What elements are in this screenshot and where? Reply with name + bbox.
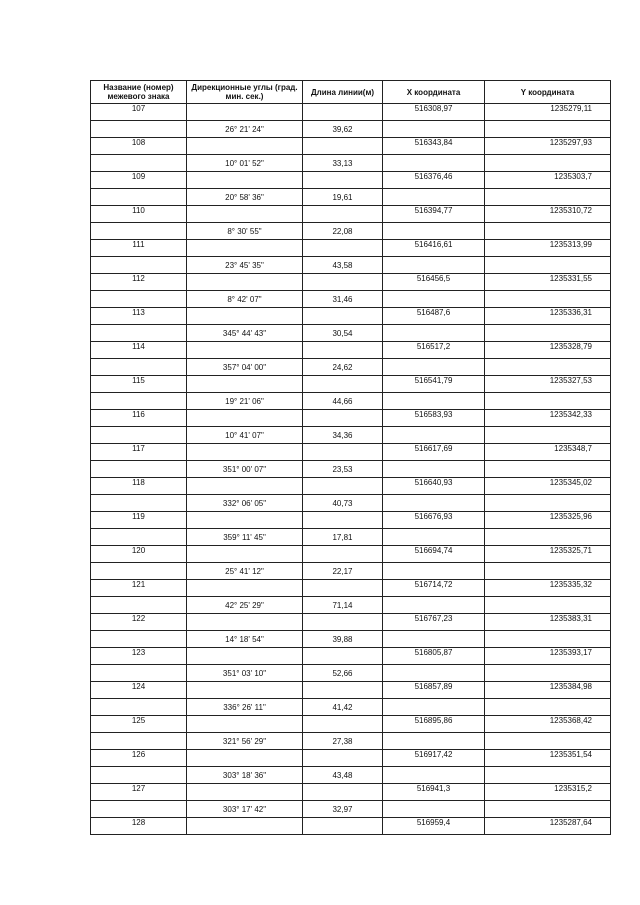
- direction-angle-cell: [187, 342, 303, 359]
- y-coordinate-cell: 1235328,79: [485, 342, 611, 359]
- y-coordinate-cell: 1235342,33: [485, 410, 611, 427]
- direction-angle-cell: 42° 25' 29": [187, 597, 303, 614]
- marker-name-cell: [91, 393, 187, 410]
- marker-name-cell: [91, 767, 187, 784]
- y-coordinate-cell: 1235279,11: [485, 104, 611, 121]
- line-length-cell: 31,46: [303, 291, 383, 308]
- table-row-point: [91, 648, 611, 665]
- marker-name-cell: [91, 325, 187, 342]
- marker-name-cell: [91, 665, 187, 682]
- table-row-segment: [91, 597, 611, 614]
- x-coordinate-cell: [383, 801, 485, 818]
- line-length-cell: 32,97: [303, 801, 383, 818]
- x-coordinate-cell: [383, 121, 485, 138]
- table-row-point: [91, 580, 611, 597]
- direction-angle-cell: [187, 308, 303, 325]
- line-length-cell: [303, 818, 383, 835]
- table-row-point: [91, 104, 611, 121]
- direction-angle-cell: [187, 410, 303, 427]
- direction-angle-cell: 25° 41' 12": [187, 563, 303, 580]
- marker-name-cell: 120: [91, 546, 187, 563]
- direction-angle-cell: [187, 750, 303, 767]
- marker-name-cell: 117: [91, 444, 187, 461]
- marker-name-cell: [91, 699, 187, 716]
- y-coordinate-cell: 1235336,31: [485, 308, 611, 325]
- line-length-cell: [303, 206, 383, 223]
- table-row-point: [91, 546, 611, 563]
- line-length-cell: [303, 444, 383, 461]
- marker-name-cell: [91, 291, 187, 308]
- x-coordinate-cell: [383, 767, 485, 784]
- header-line-length: Длина линии(м): [303, 81, 383, 104]
- direction-angle-cell: 321° 56' 29": [187, 733, 303, 750]
- header-marker-name: Название (номер) межевого знака: [91, 81, 187, 104]
- header-y-coordinate: Y координата: [485, 81, 611, 104]
- x-coordinate-cell: 516416,61: [383, 240, 485, 257]
- table-row-segment: [91, 665, 611, 682]
- marker-name-cell: 113: [91, 308, 187, 325]
- marker-name-cell: 107: [91, 104, 187, 121]
- y-coordinate-cell: 1235383,31: [485, 614, 611, 631]
- x-coordinate-cell: 516676,93: [383, 512, 485, 529]
- line-length-cell: [303, 682, 383, 699]
- direction-angle-cell: 20° 58' 36": [187, 189, 303, 206]
- direction-angle-cell: [187, 138, 303, 155]
- x-coordinate-cell: 516640,93: [383, 478, 485, 495]
- line-length-cell: [303, 512, 383, 529]
- direction-angle-cell: [187, 784, 303, 801]
- y-coordinate-cell: [485, 189, 611, 206]
- table-row-point: [91, 512, 611, 529]
- marker-name-cell: 110: [91, 206, 187, 223]
- table-row-segment: [91, 461, 611, 478]
- header-direction-angle: Дирекционные углы (град. мин. сек.): [187, 81, 303, 104]
- x-coordinate-cell: 516487,6: [383, 308, 485, 325]
- marker-name-cell: [91, 801, 187, 818]
- x-coordinate-cell: [383, 665, 485, 682]
- line-length-cell: 30,54: [303, 325, 383, 342]
- table-row-segment: [91, 529, 611, 546]
- line-length-cell: 52,66: [303, 665, 383, 682]
- x-coordinate-cell: [383, 461, 485, 478]
- y-coordinate-cell: 1235384,98: [485, 682, 611, 699]
- direction-angle-cell: 23° 45' 35": [187, 257, 303, 274]
- line-length-cell: 33,13: [303, 155, 383, 172]
- line-length-cell: 17,81: [303, 529, 383, 546]
- x-coordinate-cell: [383, 291, 485, 308]
- x-coordinate-cell: [383, 325, 485, 342]
- table-row-point: [91, 614, 611, 631]
- header-x-coordinate: X координата: [383, 81, 485, 104]
- y-coordinate-cell: 1235393,17: [485, 648, 611, 665]
- x-coordinate-cell: 516541,79: [383, 376, 485, 393]
- table-row-segment: [91, 223, 611, 240]
- y-coordinate-cell: [485, 631, 611, 648]
- y-coordinate-cell: [485, 733, 611, 750]
- direction-angle-cell: [187, 172, 303, 189]
- marker-name-cell: [91, 155, 187, 172]
- line-length-cell: 71,14: [303, 597, 383, 614]
- marker-name-cell: 121: [91, 580, 187, 597]
- direction-angle-cell: 8° 42' 07": [187, 291, 303, 308]
- x-coordinate-cell: 516376,46: [383, 172, 485, 189]
- marker-name-cell: 124: [91, 682, 187, 699]
- direction-angle-cell: [187, 240, 303, 257]
- marker-name-cell: [91, 495, 187, 512]
- marker-name-cell: 125: [91, 716, 187, 733]
- y-coordinate-cell: 1235345,02: [485, 478, 611, 495]
- table-row-segment: [91, 291, 611, 308]
- marker-name-cell: [91, 597, 187, 614]
- line-length-cell: 22,08: [303, 223, 383, 240]
- direction-angle-cell: 351° 03' 10": [187, 665, 303, 682]
- x-coordinate-cell: [383, 393, 485, 410]
- marker-name-cell: [91, 427, 187, 444]
- line-length-cell: [303, 104, 383, 121]
- y-coordinate-cell: [485, 427, 611, 444]
- line-length-cell: 39,62: [303, 121, 383, 138]
- y-coordinate-cell: [485, 359, 611, 376]
- line-length-cell: 40,73: [303, 495, 383, 512]
- table-row-point: [91, 172, 611, 189]
- table-row-segment: [91, 495, 611, 512]
- y-coordinate-cell: 1235315,2: [485, 784, 611, 801]
- line-length-cell: [303, 478, 383, 495]
- table-row-point: [91, 750, 611, 767]
- table-row-segment: [91, 733, 611, 750]
- y-coordinate-cell: [485, 461, 611, 478]
- y-coordinate-cell: 1235327,53: [485, 376, 611, 393]
- x-coordinate-cell: 516694,74: [383, 546, 485, 563]
- marker-name-cell: 119: [91, 512, 187, 529]
- x-coordinate-cell: [383, 563, 485, 580]
- table-row-segment: [91, 393, 611, 410]
- direction-angle-cell: [187, 104, 303, 121]
- direction-angle-cell: 336° 26' 11": [187, 699, 303, 716]
- marker-name-cell: 112: [91, 274, 187, 291]
- y-coordinate-cell: [485, 223, 611, 240]
- x-coordinate-cell: [383, 529, 485, 546]
- y-coordinate-cell: 1235335,32: [485, 580, 611, 597]
- line-length-cell: [303, 342, 383, 359]
- line-length-cell: [303, 546, 383, 563]
- table-row-segment: [91, 189, 611, 206]
- direction-angle-cell: 8° 30' 55": [187, 223, 303, 240]
- y-coordinate-cell: [485, 699, 611, 716]
- line-length-cell: [303, 614, 383, 631]
- direction-angle-cell: 351° 00' 07": [187, 461, 303, 478]
- table-row-point: [91, 478, 611, 495]
- x-coordinate-cell: 516767,23: [383, 614, 485, 631]
- marker-name-cell: 108: [91, 138, 187, 155]
- y-coordinate-cell: 1235310,72: [485, 206, 611, 223]
- line-length-cell: [303, 716, 383, 733]
- x-coordinate-cell: 516917,42: [383, 750, 485, 767]
- direction-angle-cell: [187, 376, 303, 393]
- direction-angle-cell: [187, 444, 303, 461]
- y-coordinate-cell: 1235331,55: [485, 274, 611, 291]
- marker-name-cell: [91, 563, 187, 580]
- table-row-point: [91, 308, 611, 325]
- y-coordinate-cell: [485, 597, 611, 614]
- marker-name-cell: 127: [91, 784, 187, 801]
- line-length-cell: [303, 308, 383, 325]
- direction-angle-cell: 357° 04' 00": [187, 359, 303, 376]
- direction-angle-cell: [187, 682, 303, 699]
- boundary-coordinates-table: [90, 80, 611, 835]
- table-row-point: [91, 682, 611, 699]
- table-row-point: [91, 784, 611, 801]
- line-length-cell: [303, 172, 383, 189]
- direction-angle-cell: [187, 546, 303, 563]
- line-length-cell: 43,48: [303, 767, 383, 784]
- direction-angle-cell: [187, 274, 303, 291]
- marker-name-cell: 114: [91, 342, 187, 359]
- y-coordinate-cell: [485, 563, 611, 580]
- direction-angle-cell: [187, 580, 303, 597]
- x-coordinate-cell: [383, 223, 485, 240]
- y-coordinate-cell: [485, 325, 611, 342]
- direction-angle-cell: 345° 44' 43": [187, 325, 303, 342]
- marker-name-cell: 126: [91, 750, 187, 767]
- line-length-cell: 19,61: [303, 189, 383, 206]
- direction-angle-cell: 10° 01' 52": [187, 155, 303, 172]
- y-coordinate-cell: [485, 121, 611, 138]
- direction-angle-cell: [187, 478, 303, 495]
- direction-angle-cell: [187, 648, 303, 665]
- y-coordinate-cell: [485, 801, 611, 818]
- line-length-cell: 27,38: [303, 733, 383, 750]
- y-coordinate-cell: 1235348,7: [485, 444, 611, 461]
- y-coordinate-cell: 1235325,96: [485, 512, 611, 529]
- table-body: [91, 104, 611, 835]
- y-coordinate-cell: 1235313,99: [485, 240, 611, 257]
- line-length-cell: [303, 580, 383, 597]
- direction-angle-cell: 26° 21' 24": [187, 121, 303, 138]
- table-row-segment: [91, 325, 611, 342]
- line-length-cell: [303, 410, 383, 427]
- header-row: [91, 81, 611, 104]
- x-coordinate-cell: 516714,72: [383, 580, 485, 597]
- marker-name-cell: [91, 631, 187, 648]
- line-length-cell: [303, 138, 383, 155]
- line-length-cell: 24,62: [303, 359, 383, 376]
- marker-name-cell: 109: [91, 172, 187, 189]
- x-coordinate-cell: 516343,84: [383, 138, 485, 155]
- y-coordinate-cell: [485, 393, 611, 410]
- table-row-segment: [91, 257, 611, 274]
- table-row-point: [91, 716, 611, 733]
- table-row-point: [91, 444, 611, 461]
- x-coordinate-cell: 516959,4: [383, 818, 485, 835]
- marker-name-cell: 111: [91, 240, 187, 257]
- line-length-cell: [303, 240, 383, 257]
- line-length-cell: [303, 274, 383, 291]
- x-coordinate-cell: [383, 189, 485, 206]
- x-coordinate-cell: 516895,86: [383, 716, 485, 733]
- direction-angle-cell: 14° 18' 54": [187, 631, 303, 648]
- marker-name-cell: [91, 733, 187, 750]
- y-coordinate-cell: [485, 495, 611, 512]
- line-length-cell: [303, 648, 383, 665]
- x-coordinate-cell: 516456,5: [383, 274, 485, 291]
- x-coordinate-cell: 516308,97: [383, 104, 485, 121]
- marker-name-cell: 123: [91, 648, 187, 665]
- table-row-segment: [91, 801, 611, 818]
- x-coordinate-cell: [383, 733, 485, 750]
- table-row-point: [91, 818, 611, 835]
- marker-name-cell: [91, 189, 187, 206]
- x-coordinate-cell: 516617,69: [383, 444, 485, 461]
- x-coordinate-cell: 516517,2: [383, 342, 485, 359]
- marker-name-cell: 116: [91, 410, 187, 427]
- table-row-point: [91, 138, 611, 155]
- marker-name-cell: 122: [91, 614, 187, 631]
- direction-angle-cell: 19° 21' 06": [187, 393, 303, 410]
- table-row-point: [91, 274, 611, 291]
- direction-angle-cell: 303° 17' 42": [187, 801, 303, 818]
- direction-angle-cell: [187, 206, 303, 223]
- y-coordinate-cell: 1235325,71: [485, 546, 611, 563]
- x-coordinate-cell: [383, 699, 485, 716]
- marker-name-cell: [91, 223, 187, 240]
- x-coordinate-cell: [383, 495, 485, 512]
- direction-angle-cell: [187, 818, 303, 835]
- y-coordinate-cell: 1235297,93: [485, 138, 611, 155]
- y-coordinate-cell: 1235287,64: [485, 818, 611, 835]
- x-coordinate-cell: [383, 631, 485, 648]
- table-row-point: [91, 240, 611, 257]
- x-coordinate-cell: 516941,3: [383, 784, 485, 801]
- marker-name-cell: 128: [91, 818, 187, 835]
- line-length-cell: 41,42: [303, 699, 383, 716]
- y-coordinate-cell: [485, 767, 611, 784]
- line-length-cell: [303, 750, 383, 767]
- line-length-cell: 39,88: [303, 631, 383, 648]
- table-row-segment: [91, 155, 611, 172]
- table-row-segment: [91, 699, 611, 716]
- x-coordinate-cell: 516857,89: [383, 682, 485, 699]
- x-coordinate-cell: [383, 359, 485, 376]
- table-row-point: [91, 410, 611, 427]
- direction-angle-cell: 303° 18' 36": [187, 767, 303, 784]
- direction-angle-cell: 332° 06' 05": [187, 495, 303, 512]
- x-coordinate-cell: [383, 257, 485, 274]
- table-row-segment: [91, 121, 611, 138]
- direction-angle-cell: 359° 11' 45": [187, 529, 303, 546]
- line-length-cell: [303, 784, 383, 801]
- line-length-cell: 23,53: [303, 461, 383, 478]
- marker-name-cell: 118: [91, 478, 187, 495]
- table-header: [91, 81, 611, 104]
- marker-name-cell: 115: [91, 376, 187, 393]
- x-coordinate-cell: [383, 597, 485, 614]
- line-length-cell: 43,58: [303, 257, 383, 274]
- x-coordinate-cell: 516583,93: [383, 410, 485, 427]
- marker-name-cell: [91, 257, 187, 274]
- table-row-point: [91, 206, 611, 223]
- marker-name-cell: [91, 121, 187, 138]
- direction-angle-cell: [187, 512, 303, 529]
- y-coordinate-cell: 1235351,54: [485, 750, 611, 767]
- table-row-point: [91, 376, 611, 393]
- x-coordinate-cell: [383, 427, 485, 444]
- table-row-segment: [91, 563, 611, 580]
- line-length-cell: [303, 376, 383, 393]
- x-coordinate-cell: [383, 155, 485, 172]
- y-coordinate-cell: [485, 529, 611, 546]
- y-coordinate-cell: [485, 257, 611, 274]
- table-row-segment: [91, 427, 611, 444]
- line-length-cell: 34,36: [303, 427, 383, 444]
- y-coordinate-cell: [485, 291, 611, 308]
- marker-name-cell: [91, 529, 187, 546]
- line-length-cell: 22,17: [303, 563, 383, 580]
- y-coordinate-cell: 1235368,42: [485, 716, 611, 733]
- x-coordinate-cell: 516805,87: [383, 648, 485, 665]
- direction-angle-cell: [187, 716, 303, 733]
- table-row-segment: [91, 631, 611, 648]
- y-coordinate-cell: 1235303,7: [485, 172, 611, 189]
- x-coordinate-cell: 516394,77: [383, 206, 485, 223]
- direction-angle-cell: [187, 614, 303, 631]
- y-coordinate-cell: [485, 665, 611, 682]
- direction-angle-cell: 10° 41' 07": [187, 427, 303, 444]
- marker-name-cell: [91, 461, 187, 478]
- table-row-segment: [91, 359, 611, 376]
- line-length-cell: 44,66: [303, 393, 383, 410]
- marker-name-cell: [91, 359, 187, 376]
- table-row-point: [91, 342, 611, 359]
- y-coordinate-cell: [485, 155, 611, 172]
- table-row-segment: [91, 767, 611, 784]
